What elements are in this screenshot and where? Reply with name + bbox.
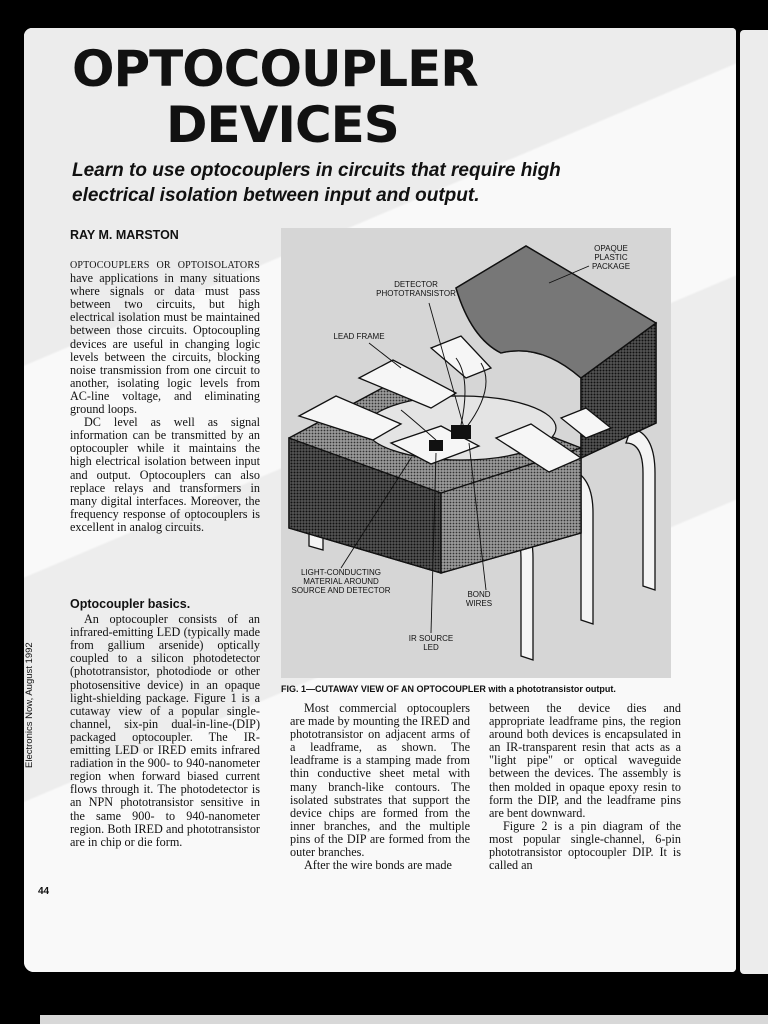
intro-text: have applications in many situations where signals or data must pass between two circuits, but high electrical isolation must be maintained between those circuits. Optocoupling devices are useful in changing logic levels between the circuits, blocking noise transmission from one circuit to another, isolating logic levels from AC-line voltage, and eliminating ground loops. xyxy=(70,271,260,417)
intro-paragraph xyxy=(70,258,260,416)
label-bond-wires: BOND WIRES xyxy=(465,590,493,608)
headline-line-2: DEVICES xyxy=(166,96,399,154)
label-ir-source: IR SOURCE LED xyxy=(408,634,454,652)
headline-line-1: OPTOCOUPLER xyxy=(72,40,478,98)
label-detector: DETECTOR PHOTOTRANSISTOR xyxy=(376,280,456,298)
column-1-basics xyxy=(70,598,260,849)
column-2 xyxy=(290,702,470,872)
basics-paragraph: An optocoupler consists of an infrared-emitting LED (typically made from gallium arsenide) optically coupled to a silicon photodetector (phototransistor, photodiode or other photosensitive device) in an opaque light-shielding package. Figure 1 is a cutaway view of a popular single-channel, six-pin dual-in-line-(DIP) packaged optocoupler. The IR-emitting LED or IRED emits infrared radiation in the 900- to 940-nanometer region when forward biased current flows through it. The photodetector is an NPN phototransistor sensitive in the same 900- to 940-nanometer region. Both IRED and phototransistor are in chip or die form. xyxy=(70,612,260,849)
led-chip xyxy=(429,440,443,451)
label-light-conducting: LIGHT-CONDUCTING MATERIAL AROUND SOURCE AND DETECTOR xyxy=(291,568,391,595)
page-below-edge xyxy=(40,1015,768,1024)
column-3 xyxy=(489,702,681,872)
lead-caps: OPTOCOUPLERS OR OPTOISOLATORS xyxy=(70,260,260,271)
col3-paragraph-1: between the device dies and appropriate leadframe pins, the region around both devices is encapsulated in an IR-transparent resin that acts as a "light pipe" or optical waveguide between the devices. The assembly is then molded in opaque epoxy resin to form the DIP, and the leadframe pins are bent downward. xyxy=(489,701,681,820)
optocoupler-cutaway-illustration xyxy=(281,228,671,678)
byline: RAY M. MARSTON xyxy=(70,228,179,242)
detector-chip xyxy=(451,425,471,439)
col2-paragraph-2: After the wire bonds are made xyxy=(304,858,452,873)
adjacent-page-edge xyxy=(740,30,768,974)
figure-caption: FIG. 1—CUTAWAY VIEW OF AN OPTOCOUPLER with a phototransistor output. xyxy=(281,684,616,694)
column-1-intro xyxy=(70,258,260,534)
side-folio: Electronics Now, August 1992 xyxy=(24,642,35,768)
col3-paragraph-2: Figure 2 is a pin diagram of the most popular single-channel, 6-pin phototransistor optocoupler DIP. It is called an xyxy=(489,818,681,873)
figure-1 xyxy=(281,228,671,678)
label-lead-frame: LEAD FRAME xyxy=(333,332,385,341)
col2-paragraph-1: Most commercial optocouplers are made by mounting the IRED and phototransistor on adjacent arms of a leadframe, as shown. The leadframe is a stamping made from thin conductive sheet metal with many branch-like contours. The isolated substrates that support the device chips are formed from the inner branches, and the multiple pins of the DIP are formed from the outer branches. xyxy=(290,701,470,860)
label-opaque-package: OPAQUE PLASTIC PACKAGE xyxy=(591,244,631,271)
intro-paragraph-2: DC level as well as signal information can be transmitted by an optocoupler while it maintains the high electrical isolation between input and output. Optocouplers can also replace relays and transformers in many digital interfaces. Moreover, the frequency response of optocouplers is excellent in analog circuits. xyxy=(70,415,260,534)
deck: Learn to use optocouplers in circuits that require high electrical isolation between input and output. xyxy=(72,160,561,206)
page-number: 44 xyxy=(38,886,50,897)
section-heading: Optocoupler basics. xyxy=(70,597,191,611)
